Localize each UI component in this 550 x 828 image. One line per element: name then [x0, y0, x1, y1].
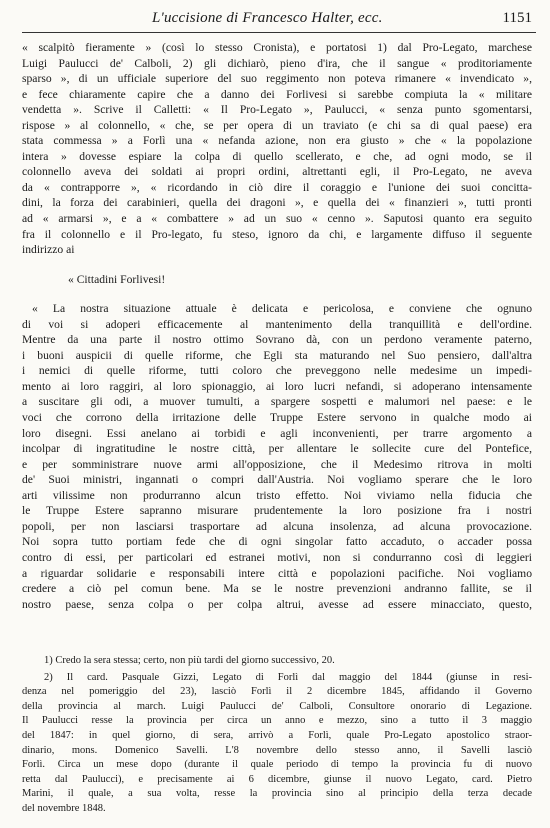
text-line: sparso », di un ufficiale superiore del suo reggimento non poteva rimanere « invendicato », [22, 72, 532, 86]
body-text [22, 40, 532, 612]
footnote-line: Il Paulucci resse la provincia per circa un anno e mezzo, sino a tutto il 3 maggio [22, 715, 532, 727]
footnote-line: del 1847: in quel giorno, di sera, arrivò a Forlì, quale Pro-Legato apostolico straor- [22, 729, 532, 741]
text-line: vendetta ». Scrive il Calletti: « Il Pro-Legato », Paulucci, « senza punto sgomentarsi, [22, 103, 532, 117]
text-line: arti vilissime non produrranno alcun tristo effetto. Noi viviamo nella fiducia che [22, 488, 532, 502]
page-number: 1151 [502, 10, 532, 26]
text-line: nostro paese, senza colpa o per colpa altrui, avesse ad essere minacciato, questo, [22, 597, 532, 611]
text-line: voci che corrono della irritazione delle Truppe Estere servono in qualche modo ai [22, 411, 532, 425]
text-line: incolpar di ingratitudine le nostre città, per allentare le sollecite cure del Pontefice, [22, 442, 532, 456]
text-line: Luigi Paulucci de' Calboli, 2) gli dichiarò, pieno d'ira, che il sangue « proditoriamente [22, 56, 532, 70]
text-line: a riguardar solidarie e responsabili intere città e popolazioni pacifiche. Noi vogliamo [22, 566, 532, 580]
text-line: e fece chiaramente capire che a danno dei Forlivesi si sarebbe compiuta la « militare [22, 87, 532, 101]
text-line: credere a ciò pel comun bene. Ma se le nostre prevenzioni andranno fallite, se il [22, 582, 532, 596]
footnote-line: dinario, mons. Domenico Savelli. L'8 novembre dello stesso anno, il Savelli lasciò [22, 744, 532, 756]
footnote-line: del novembre 1848. [22, 802, 106, 814]
text-line: fra il colonnello e il Pro-legato, fu steso, ignoro da chi, e largamente diffuso il seguente [22, 227, 532, 241]
footnote-line: retta dal Paulucci), e precisamente ai 6 dicembre, giunse il nuovo Legato, card. Pietro [22, 773, 532, 785]
text-line: « scalpitò fieramente » (così lo stesso Cronista), e portatosi 1) dal Pro-Legato, marchese [22, 41, 532, 54]
text-line: indirizzo ai [22, 243, 75, 257]
text-line: e per somministrare nuove armi all'opposizione, che il Medesimo ritrova in molti [22, 457, 532, 471]
footnotes [22, 654, 532, 817]
text-line: i buoni auspicii di quelle riforme, che Egli sta maturando nel Suo pensiero, dall'altra [22, 348, 532, 362]
text-line: de' Suoi ministri, ingannati o compri dall'Austria. Noi vogliamo sperare che le loro [22, 473, 532, 487]
text-line: stata commessa » a Forlì una « nefanda azione, non era giusto » che « la popolazione [22, 134, 532, 148]
text-line: dini, la forza dei carabinieri, quella dei dragoni », e quella dei « finanzieri », tutti pronti [22, 196, 532, 210]
text-line: rispose » al colonnello, « che, se per opera di un traviato (e chi sa di qual paese) era [22, 118, 532, 132]
text-line: i nemici di quelle riforme, tutti coloro che preveggono nelle medesime un impedi- [22, 364, 532, 378]
text-line: di voi si adoperi efficacemente al mantenimento della tranquillità e dell'ordine. [22, 317, 532, 331]
footnote-line: Forlì. Circa un mese dopo (durante il quale periodo di tempo la provincia fu di nuovo [22, 759, 532, 771]
footnote-2 [22, 671, 532, 817]
text-line: da « contrapporre », « ricordando in ciò dire il coraggio e l'unione dei suoi concitta- [22, 180, 532, 194]
footnote-line: denza nel pomeriggio del 23), lasciò Forlì il 2 dicembre 1845, affidando il Governo [22, 686, 532, 698]
footnote-line: della provincia al march. Luigi Paulucci de' Calboli, Consultore onorario di Legazione. [22, 700, 532, 712]
text-line: Noi sopra tutto portiam fede che di ogni singolar fatto accaduto, o accader possa [22, 535, 532, 549]
text-line: « La nostra situazione attuale è delicata e pericolosa, e conviene che ognuno [32, 302, 532, 316]
text-line: ad « armarsi », e a « combattere » ad un suo « cenno ». Saputosi quanto era seguito [22, 212, 532, 226]
footnote-line: 2) Il card. Pasquale Gizzi, Legato di Forlì dal maggio del 1844 (giunse in resi- [44, 671, 532, 683]
text-line: mento ai loro raggiri, al loro spionaggio, ai loro lucri nefandi, si adoperano intensamente [22, 379, 532, 393]
text-line: loro disegni. Essi anelano ai torbidi e agli inconvenienti, per trarre argomento a [22, 426, 532, 440]
salutation: « Cittadini Forlivesi! [68, 272, 166, 286]
text-line: popoli, per non lasciarsi trasportare ad alcuna insolenza, ad alcuna provocazione. [22, 519, 532, 533]
page-header [22, 8, 536, 33]
text-line: colonnello aveva dei soldati ai propri ordini, altrettanti egli, il Pro-Legato, ne aveva [22, 165, 532, 179]
text-line: Mentre da una parte il nostro ottimo Sovrano dà, con un perdono veramente paterno, [22, 333, 532, 347]
paragraph-2 [22, 301, 532, 612]
text-line: le Truppe Estere sapranno misurare prudentemente la loro posizione fra i nostri [22, 504, 532, 518]
text-line: a suscitare gli odi, a muover tumulti, a spargere sospetti e malumori nel paese: e le [22, 395, 532, 409]
footnote-1 [22, 654, 532, 669]
text-line: intera » dovesse espiare la colpa di quello scellerato, e che, ad ogni modo, se il [22, 149, 532, 163]
footnote-line: 1) Credo la sera stessa; certo, non più tardi del giorno successivo, 20. [44, 655, 335, 666]
paragraph-1 [22, 40, 532, 258]
footnote-line: Marini, il quale, a sua volta, resse la provincia sino al principio della terza decade [22, 788, 532, 800]
running-title: L'uccisione di Francesco Halter, ecc. [152, 10, 383, 26]
text-line: contro di essi, per particolari ed estranei motivi, non si condurranno così di leggieri [22, 550, 532, 564]
